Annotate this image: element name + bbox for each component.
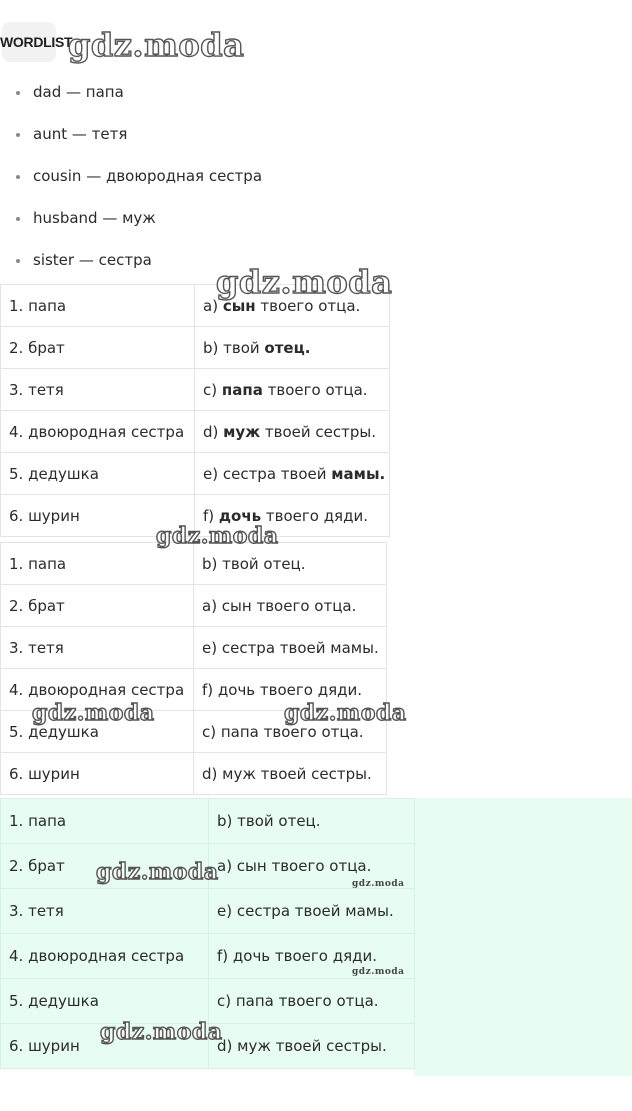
match-cell: a) сын твоего отца.: [209, 844, 415, 889]
list-item-text: dad — папа: [33, 83, 124, 101]
term-cell: 3. тетя: [1, 369, 195, 411]
table-row: [1, 411, 390, 453]
wordlist: [0, 72, 262, 282]
header-label: WORDLIST: [0, 34, 73, 50]
definition-cell: a) сын твоего отца.: [195, 285, 390, 327]
list-item: [0, 114, 262, 156]
table-row: [1, 889, 415, 934]
match-cell: f) дочь твоего дяди.: [209, 934, 415, 979]
watermark-small: gdz.moda: [352, 967, 405, 977]
watermark: gdz.moda: [284, 700, 407, 726]
table-row: [1, 799, 415, 844]
match-cell: d) муж твоей сестры.: [209, 1024, 415, 1069]
match-cell: d) муж твоей сестры.: [194, 753, 387, 795]
watermark: gdz.moda: [216, 263, 393, 301]
term-cell: 2. брат: [1, 585, 194, 627]
match-cell: b) твой отец.: [209, 799, 415, 844]
list-item: [0, 198, 262, 240]
table-row: [1, 753, 387, 795]
term-cell: 3. тетя: [1, 627, 194, 669]
watermark-small: gdz.moda: [352, 879, 405, 889]
bullet-icon: [16, 217, 20, 221]
term-cell: 4. двоюродная сестра: [1, 411, 195, 453]
table-row: [1, 369, 390, 411]
table-row: [1, 585, 387, 627]
term-cell: 5. дедушка: [1, 453, 195, 495]
list-item-text: cousin — двоюродная сестра: [33, 167, 263, 185]
term-cell: 1. папа: [1, 543, 194, 585]
table-row: [1, 627, 387, 669]
answer-highlight-background: [414, 798, 632, 1076]
term-cell: 5. дедушка: [1, 711, 194, 753]
bullet-icon: [16, 91, 20, 95]
watermark: gdz.moda: [68, 26, 245, 64]
watermark: gdz.moda: [32, 700, 155, 726]
term-cell: 6. шурин: [1, 753, 194, 795]
list-item: [0, 156, 262, 198]
list-item-text: aunt — тетя: [33, 125, 128, 143]
bullet-icon: [16, 175, 20, 179]
definition-cell: e) сестра твоей мамы.: [195, 453, 390, 495]
term-cell: 3. тетя: [1, 889, 209, 934]
watermark: gdz.moda: [100, 1019, 223, 1045]
watermark: gdz.moda: [156, 523, 279, 549]
definition-cell: c) папа твоего отца.: [195, 369, 390, 411]
definition-cell: f) дочь твоего дяди.: [195, 495, 390, 537]
term-cell: 4. двоюродная сестра: [1, 934, 209, 979]
term-cell: 2. брат: [1, 327, 195, 369]
term-cell: 4. двоюродная сестра: [1, 669, 194, 711]
term-cell: 5. дедушка: [1, 979, 209, 1024]
match-cell: c) папа твоего отца.: [194, 711, 387, 753]
matching-table-answer: [0, 542, 387, 795]
term-cell: 1. папа: [1, 799, 209, 844]
term-cell: 6. шурин: [1, 495, 195, 537]
match-cell: b) твой отец.: [194, 543, 387, 585]
match-cell: e) сестра твоей мамы.: [209, 889, 415, 934]
match-cell: f) дочь твоего дяди.: [194, 669, 387, 711]
match-cell: c) папа твоего отца.: [209, 979, 415, 1024]
match-cell: e) сестра твоей мамы.: [194, 627, 387, 669]
definition-cell: d) муж твоей сестры.: [195, 411, 390, 453]
term-cell: 1. папа: [1, 285, 195, 327]
list-item-text: sister — сестра: [33, 251, 152, 269]
definition-cell: b) твой отец.: [195, 327, 390, 369]
matching-table-task: [0, 284, 390, 537]
table-row: [1, 979, 415, 1024]
term-cell: 6. шурин: [1, 1024, 209, 1069]
watermark: gdz.moda: [96, 859, 219, 885]
match-cell: a) сын твоего отца.: [194, 585, 387, 627]
bullet-icon: [16, 259, 20, 263]
list-item-text: husband — муж: [33, 209, 156, 227]
term-cell: 2. брат: [1, 844, 209, 889]
list-item: [0, 72, 262, 114]
table-row: [1, 453, 390, 495]
bullet-icon: [16, 133, 20, 137]
table-row: [1, 327, 390, 369]
